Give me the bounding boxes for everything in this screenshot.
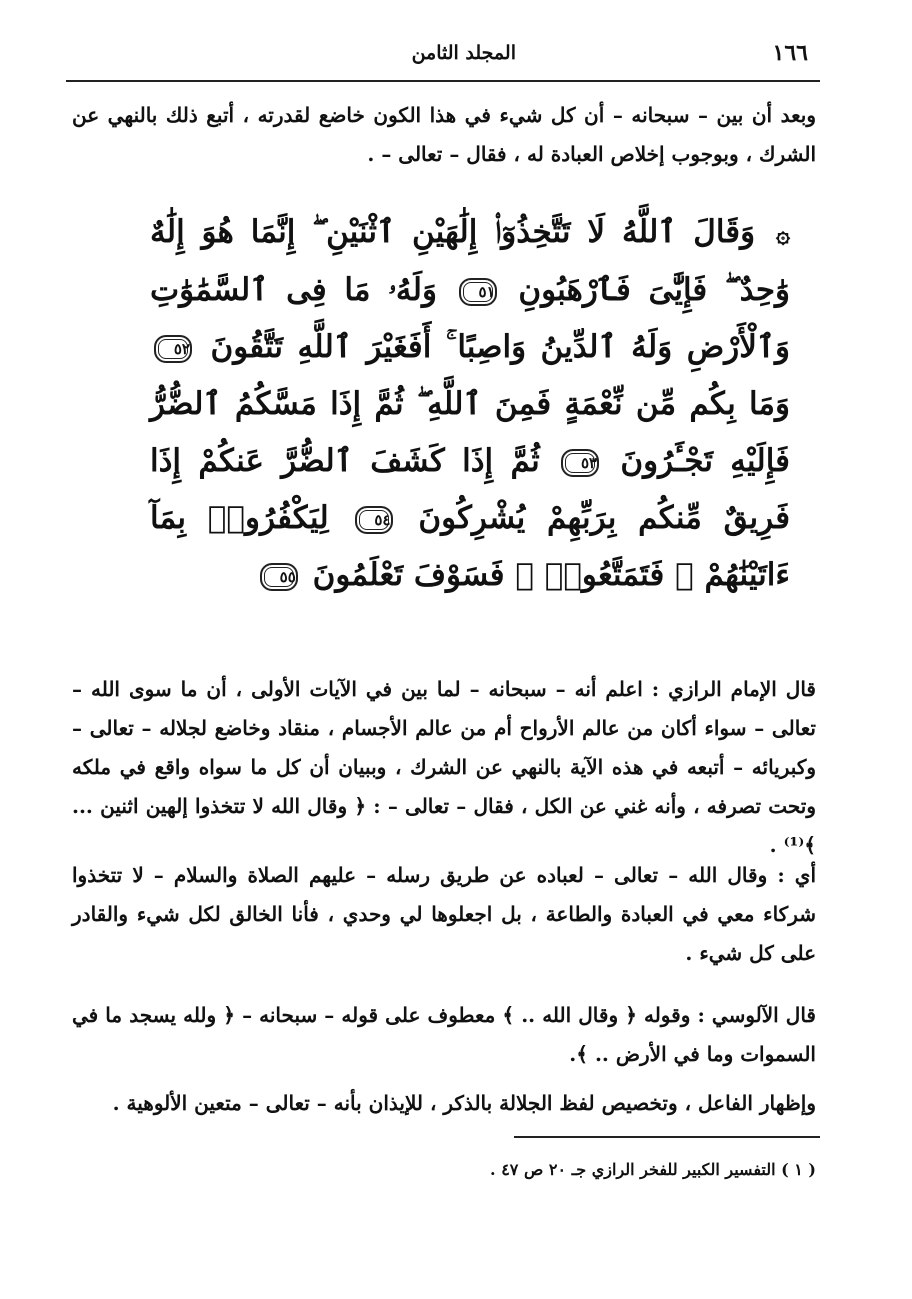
verse-51-text: وَقَالَ ٱللَّهُ لَا تَتَّخِذُوٓا۟ إِلَٰهَيْنِ ٱثْنَيْنِ ۖ إِنَّمَا هُوَ إِلَٰهٌ وَٰحِدٌ ۖ فَإِيَّٰىَ فَٱرْهَبُونِ [150, 214, 790, 308]
verse-54-text: ثُمَّ إِذَا كَشَفَ ٱلضُّرَّ عَنكُمْ إِذَا فَرِيقٌ مِّنكُم بِرَبِّهِمْ يُشْرِكُونَ [150, 443, 791, 536]
page-header [66, 34, 816, 74]
header-divider [66, 80, 820, 82]
intro-paragraph: وبعد أن بين – سبحانه – أن كل شيء في هذا الكون خاضع لقدرته ، أتبع ذلك بالنهي عن الشرك ، وبوجوب إخلاص العبادة له ، فقال – تعالى – . [72, 103, 816, 166]
ayah-marker-51: ٥١ [459, 278, 497, 306]
quran-verses-block [150, 204, 790, 604]
rub-el-hizb-icon: ۞ [775, 219, 790, 248]
alusi-commentary-paragraph: قال الآلوسي : وقوله ﴿ وقال الله .. ﴾ معطوف على قوله – سبحانه – ﴿ ولله يسجد ما في السموات وما في الأرض .. ﴾. [72, 1003, 816, 1066]
verse-53-text: وَمَا بِكُم مِّن نِّعْمَةٍ فَمِنَ ٱللَّهِ ۖ ثُمَّ إِذَا مَسَّكُمُ ٱلضُّرُّ فَإِلَيْهِ تَجْـَٔرُونَ [150, 386, 790, 479]
ayah-marker-53: ٥٣ [561, 449, 599, 477]
footnote: ( ١ ) التفسير الكبير للفخر الرازي جـ ٢٠ ص ٤٧ . [490, 1160, 816, 1179]
page-number: ١٦٦ [772, 40, 808, 66]
ayah-marker-55: ٥٥ [260, 563, 298, 591]
footnote-divider [514, 1136, 820, 1138]
ayah-marker-52: ٥٢ [154, 335, 192, 363]
explanation-paragraph: أي : وقال الله – تعالى – لعباده عن طريق رسله – عليهم الصلاة والسلام – لا تتخذوا شركاء معي في العبادة والطاعة ، بل اجعلوها لي وحدي ، فأنا الخالق لكل شيء والقادر على كل شيء . [72, 863, 816, 965]
ayah-marker-54: ٥٤ [355, 506, 393, 534]
running-title: المجلد الثامن [411, 42, 516, 64]
verse-55-text: لِيَكْفُرُوا۟ بِمَآ ءَاتَيْنَٰهُمْ ۚ فَتَمَتَّعُوا۟ ۖ فَسَوْفَ تَعْلَمُونَ [150, 500, 790, 593]
razi-commentary-paragraph: قال الإمام الرازي : اعلم أنه – سبحانه – لما بين في الآيات الأولى ، أن ما سوى الله – تعالى – سواء أكان من عالم الأرواح أم من عالم الأجسام ، منقاد وخاضع لجلاله – تعالى – وكبريائه – أتبعه في هذه الآية بالنهي عن الشرك ، وببيان أن كل ما سواه واقع في ملكه وتحت تصرفه ، وأنه غني عن الكل ، فقال – تعالى – : ﴿ وقال الله لا تتخذوا إلهين اثنين ... ﴾⁽¹⁾ . [72, 677, 817, 857]
izhar-paragraph: وإظهار الفاعل ، وتخصيص لفظ الجلالة بالذكر ، للإيذان بأنه – تعالى – متعين الألوهية . [112, 1091, 816, 1115]
verse-52-text: وَلَهُۥ مَا فِى ٱلسَّمَٰوَٰتِ وَٱلْأَرْضِ وَلَهُ ٱلدِّينُ وَاصِبًا ۚ أَفَغَيْرَ ٱللَّهِ تَتَّقُونَ [150, 272, 791, 365]
